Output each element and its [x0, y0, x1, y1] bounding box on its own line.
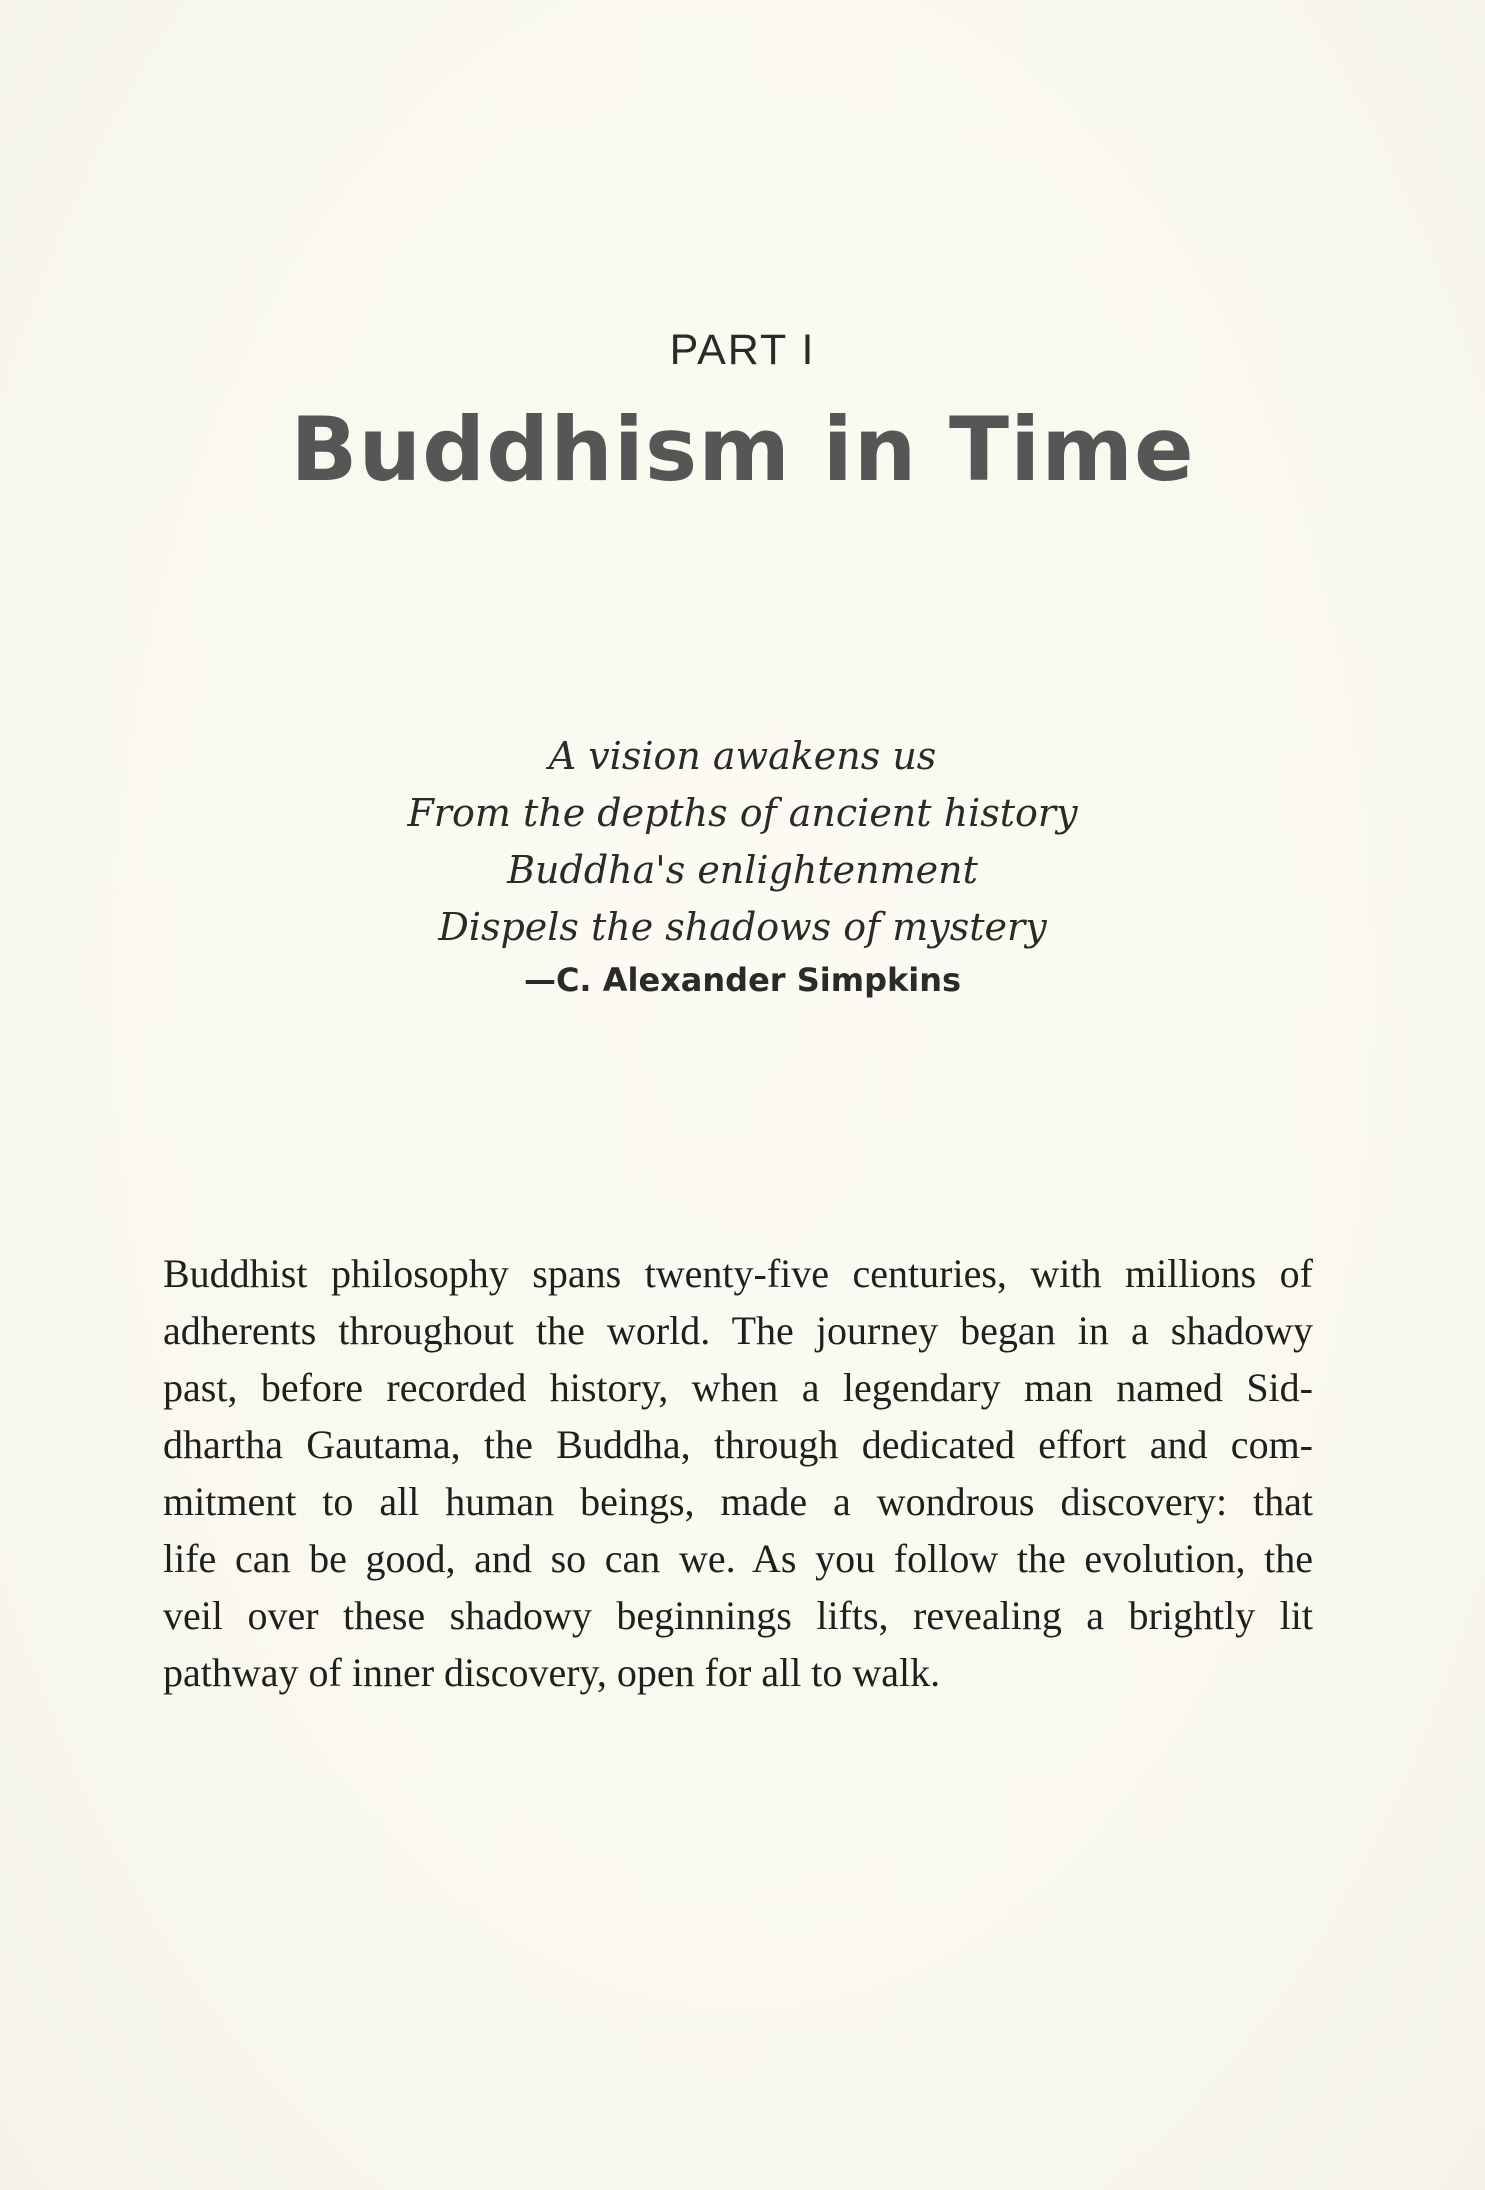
body-paragraph — [163, 1245, 1313, 1701]
body-line: past, before recorded history, when a legendary man named Sid- — [163, 1365, 1313, 1410]
body-line: mitment to all human beings, made a wondrous discovery: that — [163, 1479, 1313, 1524]
epigraph-line: A vision awakens us — [548, 734, 937, 778]
epigraph-line: Buddha's enlightenment — [507, 848, 978, 892]
part-title: Buddhism in Time — [290, 398, 1195, 501]
body-line: life can be good, and so can we. As you follow the evolution, the — [163, 1536, 1313, 1581]
body-line: pathway of inner discovery, open for all to walk. — [163, 1650, 941, 1695]
epigraph-attribution: —C. Alexander Simpkins — [523, 961, 962, 999]
epigraph-line: From the depths of ancient history — [407, 791, 1078, 835]
epigraph-line: Dispels the shadows of mystery — [438, 905, 1047, 949]
part-label: PART I — [669, 326, 816, 374]
body-line: Buddhist philosophy spans twenty-five centuries, with millions of — [163, 1251, 1313, 1296]
body-line: veil over these shadowy beginnings lifts, revealing a brightly lit — [163, 1593, 1313, 1638]
epigraph — [0, 728, 1485, 1002]
body-line: dhartha Gautama, the Buddha, through dedicated effort and com- — [163, 1422, 1313, 1467]
body-line: adherents throughout the world. The journey began in a shadowy — [163, 1308, 1313, 1353]
